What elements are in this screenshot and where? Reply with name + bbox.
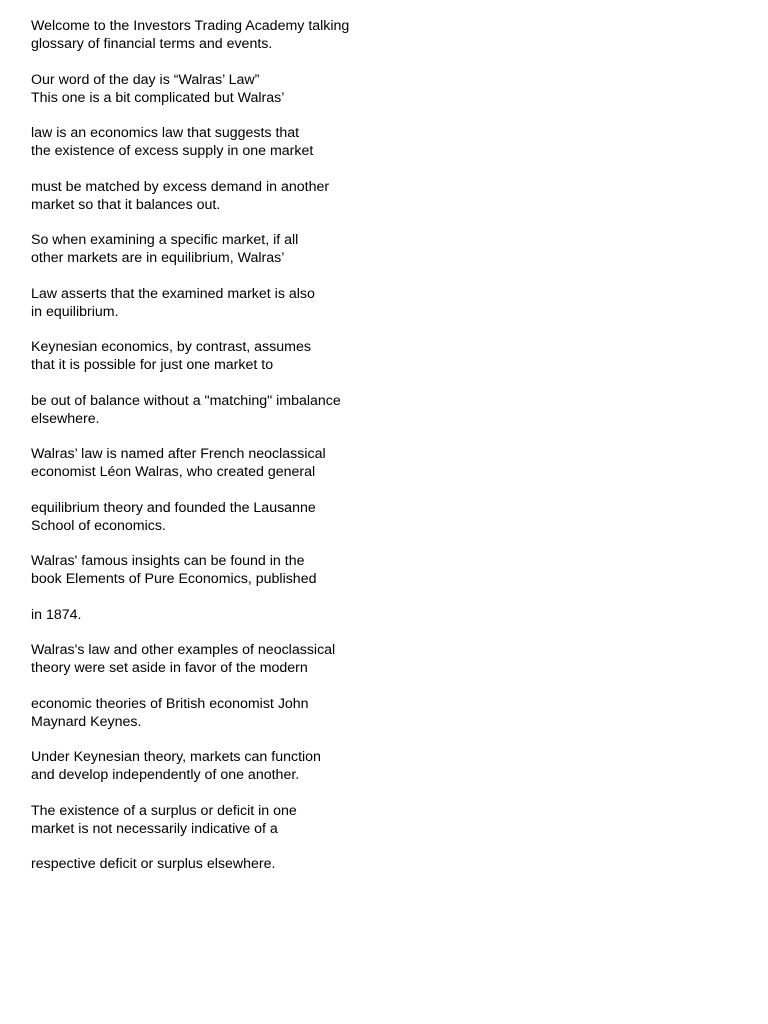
paragraph xyxy=(31,641,731,677)
paragraph xyxy=(31,855,731,873)
text-line: Law asserts that the examined market is also xyxy=(31,285,315,302)
text-line: Maynard Keynes. xyxy=(31,713,142,730)
text-line: be out of balance without a "matching" imbalance xyxy=(31,392,341,409)
text-line: economist Léon Walras, who created general xyxy=(31,464,316,480)
paragraph xyxy=(31,285,731,321)
paragraph xyxy=(31,17,731,53)
text-line: Welcome to the Investors Trading Academy talking xyxy=(31,18,350,34)
text-line: So when examining a specific market, if all xyxy=(31,232,299,248)
text-line: School of economics. xyxy=(31,517,166,534)
text-line: Walras’ law is named after French neoclassical xyxy=(31,446,326,462)
text-line: Under Keynesian theory, markets can function xyxy=(31,749,321,765)
text-line: Our word of the day is “Walras’ Law” xyxy=(31,71,260,88)
paragraph xyxy=(31,552,731,588)
text-line: market is not necessarily indicative of a xyxy=(31,820,278,837)
text-line: glossary of financial terms and events. xyxy=(31,36,273,52)
paragraph xyxy=(31,445,731,481)
paragraph xyxy=(31,499,731,535)
text-line: and develop independently of one another. xyxy=(31,767,300,783)
text-line: that it is possible for just one market to xyxy=(31,357,274,373)
paragraph xyxy=(31,748,731,784)
text-line: in equilibrium. xyxy=(31,303,119,320)
text-line: theory were set aside in favor of the modern xyxy=(31,660,308,676)
text-line: in 1874. xyxy=(31,606,82,623)
text-line: other markets are in equilibrium, Walras’ xyxy=(31,250,285,266)
text-line: the existence of excess supply in one market xyxy=(31,143,314,159)
text-line: book Elements of Pure Economics, published xyxy=(31,571,317,587)
paragraph xyxy=(31,124,731,160)
paragraph xyxy=(31,231,731,267)
paragraph xyxy=(31,802,731,838)
text-line: Walras's law and other examples of neoclassical xyxy=(31,642,336,658)
paragraph xyxy=(31,338,731,374)
text-line: economic theories of British economist John xyxy=(31,695,309,712)
paragraph xyxy=(31,178,731,214)
paragraph xyxy=(31,392,731,428)
text-line: equilibrium theory and founded the Lausanne xyxy=(31,499,316,516)
text-line: market so that it balances out. xyxy=(31,196,221,213)
text-line: This one is a bit complicated but Walras’ xyxy=(31,89,285,106)
text-line: law is an economics law that suggests that xyxy=(31,125,300,141)
text-line: Walras' famous insights can be found in the xyxy=(31,553,305,569)
transcript-document xyxy=(31,17,731,891)
text-line: Keynesian economics, by contrast, assumes xyxy=(31,339,311,355)
text-line: The existence of a surplus or deficit in one xyxy=(31,802,297,819)
paragraph xyxy=(31,71,731,107)
paragraph xyxy=(31,606,731,624)
paragraph xyxy=(31,695,731,731)
text-line: must be matched by excess demand in another xyxy=(31,178,330,195)
text-line: respective deficit or surplus elsewhere. xyxy=(31,856,276,872)
text-line: elsewhere. xyxy=(31,410,100,427)
